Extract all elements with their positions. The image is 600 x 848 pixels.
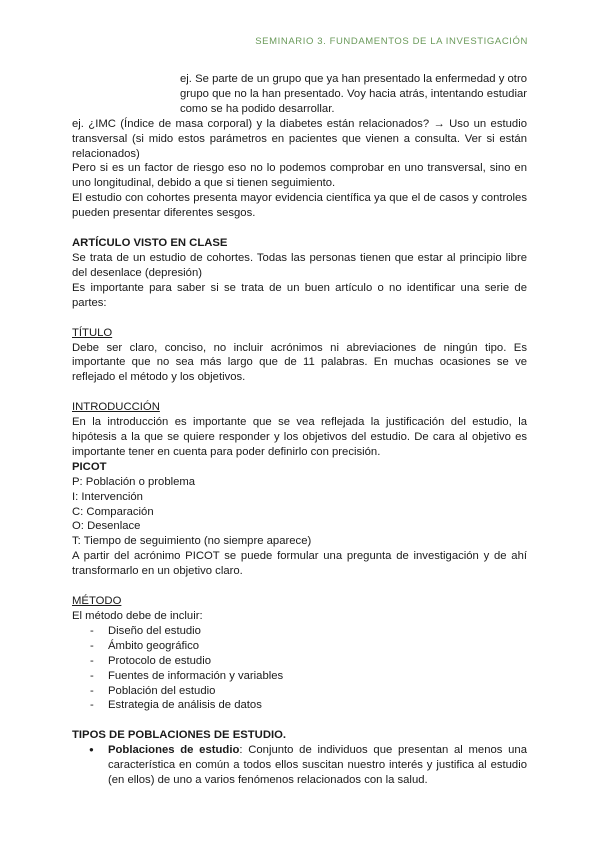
heading-picot: PICOT (72, 460, 107, 473)
picot-item-p: P: Población o problema (72, 475, 196, 488)
paragraph-articulo-1: Se trata de un estudio de cohortes. Todas las personas tienen que estar al principio libre del desenlace (depresión) (72, 251, 527, 279)
list-item (72, 743, 527, 788)
picot-item-c: C: Comparación (72, 505, 154, 518)
list-item: - Población del estudio (72, 684, 527, 699)
paragraph-articulo-2: Es importante para saber si se trata de un buen artículo o no identificar una serie de partes: (72, 281, 527, 309)
paragraph-cohort-evidence: El estudio con cohortes presenta mayor evidencia científica ya que el de casos y controles pueden presentar diferentes sesgos. (72, 192, 527, 220)
paragraph-metodo-intro: El método debe de incluir: (72, 610, 203, 622)
paragraph-titulo: Debe ser claro, conciso, no incluir acrónimos ni abreviaciones de ningún tipo. Es importante que no sea más largo que de 11 palabras. En muchas ocasiones se ve reflejado el método y los objetivos. (72, 341, 527, 384)
picot-item-t: T: Tiempo de seguimiento (no siempre aparece) (72, 535, 312, 548)
poblaciones-list (72, 743, 527, 788)
paragraph-risk-factor: Pero si es un factor de riesgo eso no lo podemos comprobar en uno transversal, sino en uno longitudinal, debido a que si tienen seguimiento. (72, 162, 527, 190)
example-paragraph-1: ej. Se parte de un grupo que ya han presentado la enfermedad y otro grupo que no la han presentado. Voy hacia atrás, intentando estudiar como se ha podido desarrollar. (180, 73, 527, 115)
heading-titulo: TÍTULO (72, 326, 113, 339)
heading-metodo: MÉTODO (72, 595, 122, 608)
heading-introduccion: INTRODUCCIÓN (72, 401, 160, 414)
list-item: - Protocolo de estudio (72, 654, 527, 669)
picot-item-o: O: Desenlace (72, 520, 141, 533)
bullet-text: : Conjunto de individuos que presentan al menos una característica en común a todos ellos suscitan nuestro interés y justifica al estudio (en ellos) de uno a varios fenómenos relacionados con la salud. (108, 744, 527, 787)
list-item: - Diseño del estudio (72, 624, 527, 639)
example-paragraph-2: ej. ¿IMC (Índice de masa corporal) y la diabetes están relacionados? → Uso un estudio transversal (si mido estos parámetros en pacientes que vienen a consulta. Ver si están relacionados) (72, 117, 527, 160)
list-item: - Ámbito geográfico (72, 639, 527, 654)
heading-articulo: ARTÍCULO VISTO EN CLASE (72, 237, 228, 250)
list-item: - Estrategia de análisis de datos (72, 698, 527, 713)
paragraph-picot: A partir del acrónimo PICOT se puede formular una pregunta de investigación y de ahí transformarlo en un objetivo claro. (72, 550, 527, 578)
metodo-list (72, 624, 527, 713)
paragraph-introduccion: En la introducción es importante que se vea reflejada la justificación del estudio, la hipótesis a la que se quiere responder y los objetivos del estudio. De cara al objetivo es importante tener en cuenta para poder definirlo con precisión. (72, 416, 527, 458)
page-header: SEMINARIO 3. FUNDAMENTOS DE LA INVESTIGACIÓN (255, 36, 528, 47)
list-item: - Fuentes de información y variables (72, 669, 527, 684)
bullet-term: Poblaciones de estudio (108, 744, 240, 757)
document-body (72, 72, 527, 788)
picot-item-i: I: Intervención (72, 490, 143, 503)
heading-tipos-poblaciones: TIPOS DE POBLACIONES DE ESTUDIO. (72, 729, 287, 742)
